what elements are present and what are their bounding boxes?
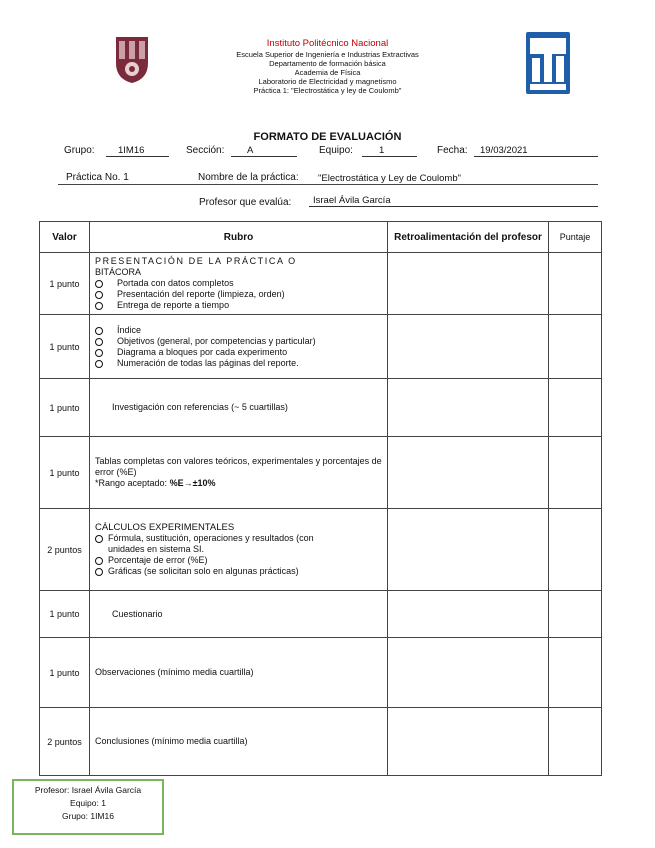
- list-item: Portada con datos completos: [95, 278, 382, 289]
- list-item: Objetivos (general, por competencias y particular): [95, 336, 382, 347]
- score-cell[interactable]: [549, 591, 602, 638]
- score-cell[interactable]: [549, 315, 602, 379]
- row-rubro: [90, 509, 388, 591]
- table-row: [40, 708, 602, 776]
- footer-professor: Profesor: Israel Ávila García: [34, 785, 142, 795]
- score-cell[interactable]: [549, 437, 602, 509]
- seccion-field[interactable]: A: [231, 145, 297, 157]
- table-row: [40, 509, 602, 591]
- list-item: Gráficas (se solicitan solo en algunas prácticas): [95, 566, 382, 577]
- rubro-note: *Rango aceptado: %E→±10%: [95, 478, 216, 488]
- header-rubro: Rubro: [90, 222, 388, 253]
- list-item: Porcentaje de error (%E): [95, 555, 382, 566]
- profesor-label: Profesor que evalúa:: [199, 197, 292, 208]
- feedback-cell[interactable]: [388, 253, 549, 315]
- bullet-icon: [95, 302, 103, 310]
- table-row: [40, 591, 602, 638]
- feedback-cell[interactable]: [388, 379, 549, 437]
- row-value: 1 punto: [40, 379, 90, 437]
- academy-name: Academia de Física: [294, 68, 361, 77]
- row-rubro: [90, 253, 388, 315]
- footer-group: Grupo: 1IM16: [62, 811, 114, 821]
- footer-team: Equipo: 1: [70, 798, 106, 808]
- feedback-cell[interactable]: [388, 315, 549, 379]
- bullet-icon: [95, 291, 103, 299]
- table-header-row: [40, 222, 602, 253]
- header-valor: Valor: [40, 222, 90, 253]
- list-item: Presentación del reporte (limpieza, orden): [95, 289, 382, 300]
- evaluation-table: [39, 221, 602, 776]
- lab-name: Laboratorio de Electricidad y magnetismo: [258, 77, 397, 86]
- school-name: Escuela Superior de Ingeniería e Industrias Extractivas: [236, 50, 419, 59]
- row-value: 2 puntos: [40, 509, 90, 591]
- row-value: 1 punto: [40, 253, 90, 315]
- row-value: 1 punto: [40, 437, 90, 509]
- score-cell[interactable]: [549, 379, 602, 437]
- bullet-icon: [95, 338, 103, 346]
- list-item: Índice: [95, 325, 382, 336]
- list-item: Diagrama a bloques por cada experimento: [95, 347, 382, 358]
- practice-name-label: Nombre de la práctica:: [198, 172, 299, 183]
- list-item: Numeración de todas las páginas del reporte.: [95, 358, 382, 369]
- practice-title: Práctica 1: "Electrostática y ley de Coulomb": [253, 86, 402, 95]
- grupo-label: Grupo:: [64, 145, 95, 156]
- department-name: Departamento de formación básica: [269, 59, 386, 68]
- list-item: Entrega de reporte a tiempo: [95, 300, 382, 311]
- error-range: %E→±10%: [169, 478, 216, 488]
- equipo-field[interactable]: 1: [362, 145, 417, 157]
- row-rubro: [90, 437, 388, 509]
- seccion-label: Sección:: [186, 145, 225, 156]
- rubro-title: PRESENTACIÓN DE LA PRÁCTICA O: [95, 256, 297, 266]
- rubro-title: BITÁCORA: [95, 267, 142, 277]
- bullet-icon: [95, 349, 103, 357]
- bullet-icon: [95, 535, 103, 543]
- list-item-continuation: unidades en sistema SI.: [108, 544, 205, 554]
- row-rubro: [90, 315, 388, 379]
- list-item: Fórmula, sustitución, operaciones y resultados (con: [95, 533, 382, 544]
- practice-name-field[interactable]: "Electrostática y Ley de Coulomb": [318, 173, 461, 184]
- bullet-icon: [95, 280, 103, 288]
- feedback-cell[interactable]: [388, 509, 549, 591]
- row-rubro: Observaciones (mínimo media cuartilla): [90, 638, 388, 708]
- rubro-text: Tablas completas con valores teóricos, experimentales y porcentajes de error (%E): [95, 456, 382, 477]
- score-cell[interactable]: [549, 708, 602, 776]
- row-rubro: Conclusiones (mínimo media cuartilla): [90, 708, 388, 776]
- bullet-icon: [95, 327, 103, 335]
- bullet-icon: [95, 557, 103, 565]
- header-retro: Retroalimentación del profesor: [388, 222, 549, 253]
- bullet-icon: [95, 360, 103, 368]
- form-title: FORMATO DE EVALUACIÓN: [253, 131, 402, 143]
- score-cell[interactable]: [549, 509, 602, 591]
- row-rubro: Cuestionario: [90, 591, 388, 638]
- feedback-cell[interactable]: [388, 437, 549, 509]
- table-row: [40, 638, 602, 708]
- table-row: [40, 253, 602, 315]
- profesor-field[interactable]: Israel Ávila García: [309, 195, 598, 207]
- row-rubro: Investigación con referencias (~ 5 cuartillas): [90, 379, 388, 437]
- fecha-field[interactable]: 19/03/2021: [474, 145, 598, 157]
- header-puntaje: Puntaje: [549, 222, 602, 253]
- grupo-field[interactable]: 1IM16: [106, 145, 169, 157]
- row-value: 1 punto: [40, 638, 90, 708]
- practice-number-label: Práctica No. 1: [66, 172, 129, 183]
- equipo-label: Equipo:: [319, 145, 353, 156]
- score-cell[interactable]: [549, 638, 602, 708]
- score-cell[interactable]: [549, 253, 602, 315]
- signature-box: [12, 779, 164, 835]
- institution-name: Instituto Politécnico Nacional: [266, 38, 389, 49]
- feedback-cell[interactable]: [388, 708, 549, 776]
- table-row: [40, 437, 602, 509]
- bullet-icon: [95, 568, 103, 576]
- table-row: [40, 379, 602, 437]
- fecha-label: Fecha:: [437, 145, 468, 156]
- table-row: [40, 315, 602, 379]
- feedback-cell[interactable]: [388, 591, 549, 638]
- row-value: 1 punto: [40, 315, 90, 379]
- row-value: 2 puntos: [40, 708, 90, 776]
- feedback-cell[interactable]: [388, 638, 549, 708]
- rubro-title: CÁLCULOS EXPERIMENTALES: [95, 522, 235, 533]
- row-value: 1 punto: [40, 591, 90, 638]
